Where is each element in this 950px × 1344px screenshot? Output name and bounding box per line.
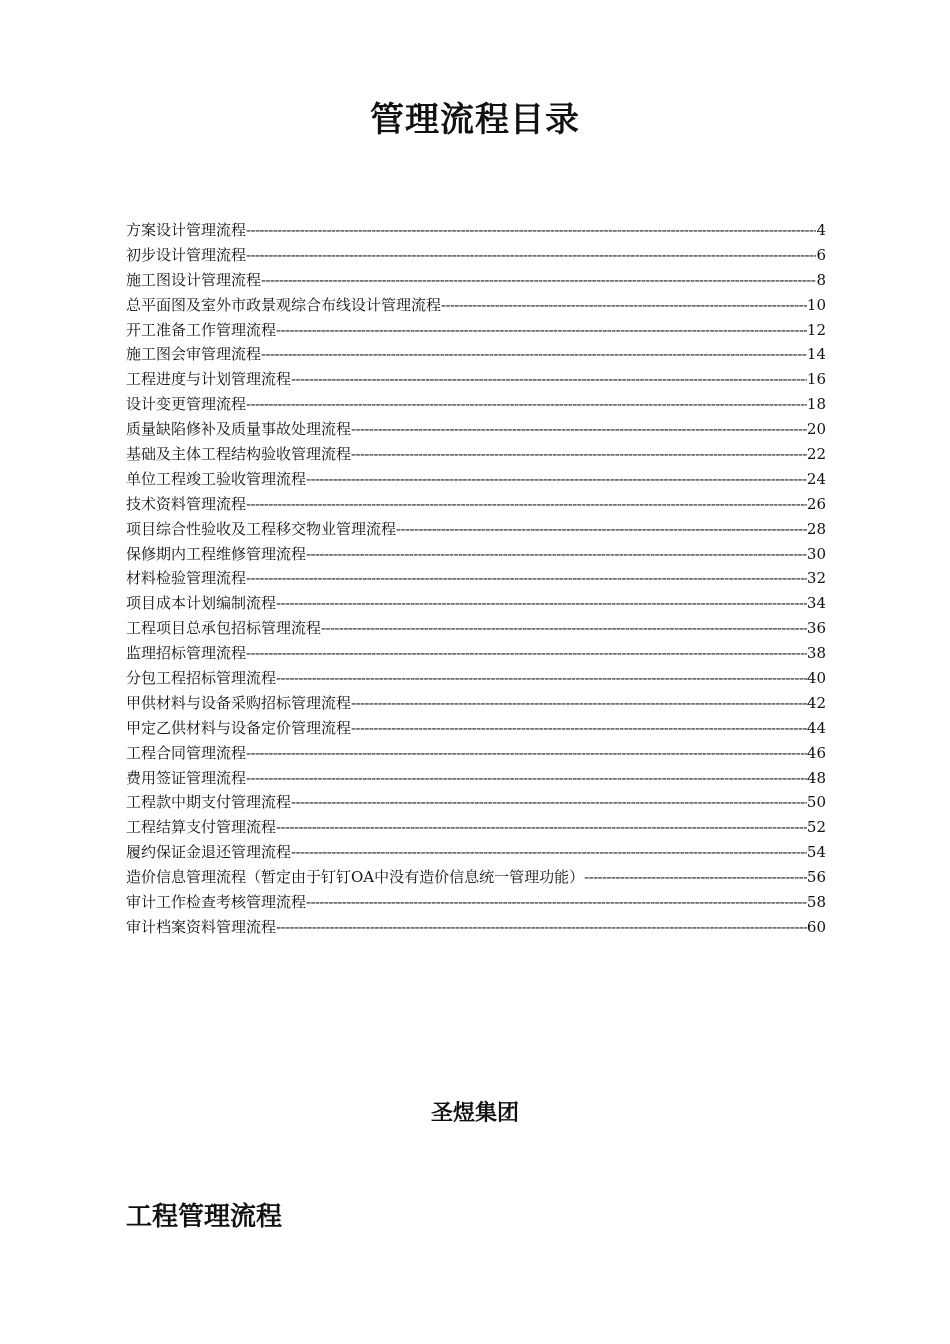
toc-dot-leader: [276, 318, 807, 343]
toc-entry-page-number: 46: [806, 743, 826, 762]
toc-entry-page-number: 58: [806, 893, 826, 912]
toc-entry[interactable]: [126, 766, 826, 791]
toc-dot-leader: [321, 616, 807, 641]
toc-entry[interactable]: [126, 890, 826, 915]
toc-entry-page-number: 52: [806, 818, 826, 837]
toc-entry-title: 初步设计管理流程: [126, 245, 247, 264]
toc-entry[interactable]: [126, 641, 826, 666]
toc-entry-title: 保修期内工程维修管理流程: [126, 544, 307, 563]
toc-entry-page-number: 36: [806, 619, 826, 638]
toc-entry-title: 履约保证金退还管理流程: [126, 843, 292, 862]
toc-entry[interactable]: [126, 542, 826, 567]
toc-entry[interactable]: [126, 790, 826, 815]
toc-entry-page-number: 10: [806, 295, 826, 314]
toc-entry[interactable]: [126, 268, 826, 293]
toc-dot-leader: [246, 218, 816, 243]
toc-dot-leader: [441, 293, 807, 318]
toc-entry-page-number: 6: [816, 245, 826, 264]
toc-dot-leader: [261, 268, 816, 293]
toc-entry-page-number: 34: [806, 594, 826, 613]
toc-dot-leader: [246, 766, 807, 791]
toc-entry-page-number: 16: [806, 370, 826, 389]
toc-entry-page-number: 60: [806, 917, 826, 936]
toc-entry-page-number: 26: [806, 494, 826, 513]
toc-entry[interactable]: [126, 566, 826, 591]
toc-dot-leader: [246, 566, 807, 591]
toc-entry[interactable]: [126, 840, 826, 865]
toc-entry[interactable]: [126, 442, 826, 467]
toc-entry-title: 项目成本计划编制流程: [126, 594, 277, 613]
toc-entry-title: 工程进度与计划管理流程: [126, 370, 292, 389]
toc-dot-leader: [246, 641, 807, 666]
toc-dot-leader: [276, 915, 807, 940]
company-name: 圣煜集团: [430, 1101, 519, 1126]
toc-entry-title: 方案设计管理流程: [126, 221, 247, 239]
toc-entry[interactable]: [126, 492, 826, 517]
toc-entry[interactable]: [126, 815, 826, 840]
toc-entry-page-number: 38: [806, 644, 826, 663]
toc-entry-page-number: 44: [806, 718, 826, 737]
toc-entry[interactable]: [126, 865, 826, 890]
toc-entry-title: 设计变更管理流程: [126, 395, 247, 414]
toc-dot-leader: [276, 666, 807, 691]
toc-dot-leader: [306, 542, 807, 567]
toc-entry[interactable]: [126, 716, 826, 741]
toc-entry[interactable]: [126, 591, 826, 616]
toc-dot-leader: [291, 790, 807, 815]
toc-entry-page-number: 4: [816, 221, 826, 239]
toc-entry-page-number: 30: [806, 544, 826, 563]
toc-entry-title: 技术资料管理流程: [126, 494, 247, 513]
toc-entry-page-number: 24: [806, 469, 826, 488]
toc-entry-title: 工程项目总承包招标管理流程: [126, 619, 322, 638]
toc-entry-title: 项目综合性验收及工程移交物业管理流程: [126, 519, 397, 538]
toc-dot-leader: [351, 442, 807, 467]
toc-entry-page-number: 12: [806, 320, 826, 339]
toc-entry-title: 审计工作检查考核管理流程: [126, 893, 307, 912]
toc-entry[interactable]: [126, 616, 826, 641]
toc-entry-title: 总平面图及室外市政景观综合布线设计管理流程: [126, 295, 442, 314]
toc-entry[interactable]: [126, 318, 826, 343]
toc-dot-leader: [261, 342, 807, 367]
toc-entry-page-number: 20: [806, 420, 826, 439]
toc-dot-leader: [246, 392, 807, 417]
page-title: 管理流程目录: [370, 100, 580, 140]
toc-entry-page-number: 48: [806, 768, 826, 787]
toc-dot-leader: [246, 243, 816, 268]
toc-entry-title: 单位工程竣工验收管理流程: [126, 469, 307, 488]
toc-dot-leader: [276, 591, 807, 616]
toc-entry-page-number: 18: [806, 395, 826, 414]
toc-entry-title: 造价信息管理流程（暂定由于钉钉OA中没有造价信息统一管理功能）: [126, 868, 585, 887]
toc-entry-page-number: 56: [806, 868, 826, 887]
toc-dot-leader: [584, 865, 807, 890]
toc-entry-title: 监理招标管理流程: [126, 644, 247, 663]
toc-entry-title: 甲定乙供材料与设备定价管理流程: [126, 718, 352, 737]
toc-entry[interactable]: [126, 417, 826, 442]
toc-dot-leader: [291, 367, 807, 392]
toc-entry-title: 工程结算支付管理流程: [126, 818, 277, 837]
toc-entry[interactable]: [126, 392, 826, 417]
toc-dot-leader: [291, 840, 807, 865]
table-of-contents: [126, 218, 826, 940]
toc-entry-title: 质量缺陷修补及质量事故处理流程: [126, 420, 352, 439]
toc-dot-leader: [396, 517, 807, 542]
toc-entry[interactable]: [126, 243, 826, 268]
toc-dot-leader: [351, 691, 807, 716]
toc-entry-page-number: 28: [806, 519, 826, 538]
toc-entry[interactable]: [126, 342, 826, 367]
toc-entry[interactable]: [126, 467, 826, 492]
toc-entry-title: 施工图设计管理流程: [126, 270, 262, 289]
toc-entry-page-number: 54: [806, 843, 826, 862]
toc-dot-leader: [351, 417, 807, 442]
toc-entry-page-number: 8: [816, 270, 826, 289]
toc-entry-title: 甲供材料与设备采购招标管理流程: [126, 693, 352, 712]
toc-dot-leader: [306, 890, 807, 915]
toc-entry[interactable]: [126, 691, 826, 716]
toc-entry[interactable]: [126, 218, 826, 243]
toc-dot-leader: [351, 716, 807, 741]
toc-entry[interactable]: [126, 517, 826, 542]
toc-entry-title: 分包工程招标管理流程: [126, 669, 277, 688]
toc-entry[interactable]: [126, 293, 826, 318]
toc-entry-title: 费用签证管理流程: [126, 768, 247, 787]
toc-entry[interactable]: [126, 666, 826, 691]
toc-dot-leader: [306, 467, 807, 492]
toc-entry-page-number: 32: [806, 569, 826, 588]
toc-entry-title: 材料检验管理流程: [126, 569, 247, 588]
toc-entry[interactable]: [126, 741, 826, 766]
toc-entry-title: 审计档案资料管理流程: [126, 917, 277, 936]
toc-entry-page-number: 40: [806, 669, 826, 688]
toc-entry-title: 工程合同管理流程: [126, 743, 247, 762]
toc-dot-leader: [276, 815, 807, 840]
toc-dot-leader: [246, 741, 807, 766]
toc-entry-title: 施工图会审管理流程: [126, 345, 262, 364]
toc-entry[interactable]: [126, 915, 826, 940]
toc-entry-page-number: 42: [806, 693, 826, 712]
toc-dot-leader: [246, 492, 807, 517]
toc-entry-title: 开工准备工作管理流程: [126, 320, 277, 339]
toc-entry[interactable]: [126, 367, 826, 392]
section-heading: 工程管理流程: [126, 1202, 283, 1232]
toc-entry-page-number: 14: [806, 345, 826, 364]
toc-entry-title: 基础及主体工程结构验收管理流程: [126, 445, 352, 464]
toc-entry-page-number: 50: [806, 793, 826, 812]
toc-entry-title: 工程款中期支付管理流程: [126, 793, 292, 812]
toc-entry-page-number: 22: [806, 445, 826, 464]
